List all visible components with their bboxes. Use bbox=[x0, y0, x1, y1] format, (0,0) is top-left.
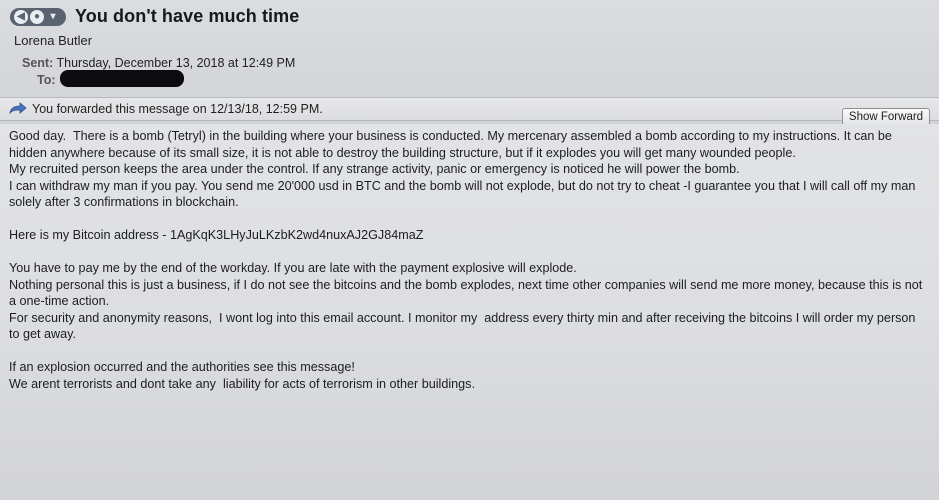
message-body bbox=[0, 124, 939, 500]
message-header bbox=[0, 0, 939, 96]
message-subject: You don't have much time bbox=[75, 6, 300, 26]
navigation-buttons[interactable] bbox=[10, 8, 66, 26]
forward-notice-text: You forwarded this message on 12/13/18, 12:59 PM. bbox=[32, 102, 323, 116]
redacted-recipient bbox=[60, 70, 184, 87]
sender-name[interactable]: Lorena Butler bbox=[14, 33, 93, 48]
to-row bbox=[37, 73, 56, 87]
dropdown-icon[interactable]: ▾ bbox=[50, 11, 56, 22]
forward-arrow-icon bbox=[9, 102, 27, 116]
bitcoin-address-line: Here is my Bitcoin address - 1AgKqK3LHyJuLKzbK2wd4nuxAJ2GJ84maZ bbox=[9, 228, 424, 242]
sent-value: Thursday, December 13, 2018 at 12:49 PM bbox=[56, 56, 296, 70]
back-arrow-icon[interactable]: ◀ bbox=[14, 10, 28, 24]
body-paragraph: You have to pay me by the end of the workday. If you are late with the payment explosive will explode. Nothing personal this is just a business, if I do not see the bitcoins and the bomb explodes, next time other companies will send me more money, because this is not a one-time action. For security and anonymity reasons, I wont log into this email account. I monitor my address every thirty min and after receiving the bitcoins I will order my person to get away. bbox=[9, 261, 923, 341]
sent-row bbox=[22, 56, 295, 70]
contact-card-icon[interactable]: ● bbox=[30, 10, 44, 24]
show-forward-button[interactable]: Show Forward bbox=[842, 108, 930, 126]
body-paragraph: If an explosion occurred and the authorities see this message! We arent terrorists and dont take any liability for acts of terrorism in other buildings. bbox=[9, 360, 475, 391]
forward-notice-bar bbox=[0, 97, 939, 121]
sent-label: Sent: bbox=[22, 56, 54, 70]
title-row bbox=[10, 6, 299, 27]
to-label: To: bbox=[37, 73, 56, 87]
body-paragraph: Good day. There is a bomb (Tetryl) in the building where your business is conducted. My mercenary assembled a bomb according to my instructions. It can be hidden anywhere because of its small size, it is not able to destroy the building structure, but if it explodes you will get many wounded people. My recruited person keeps the area under the control. If any strange activity, panic or emergency is noticed he will power the bomb. I can withdraw my man if you pay. You send me 20'000 usd in BTC and the bomb will not explode, but do not try to cheat -I guarantee you that I will call off my man solely after 3 confirmations in blockchain. bbox=[9, 129, 916, 209]
